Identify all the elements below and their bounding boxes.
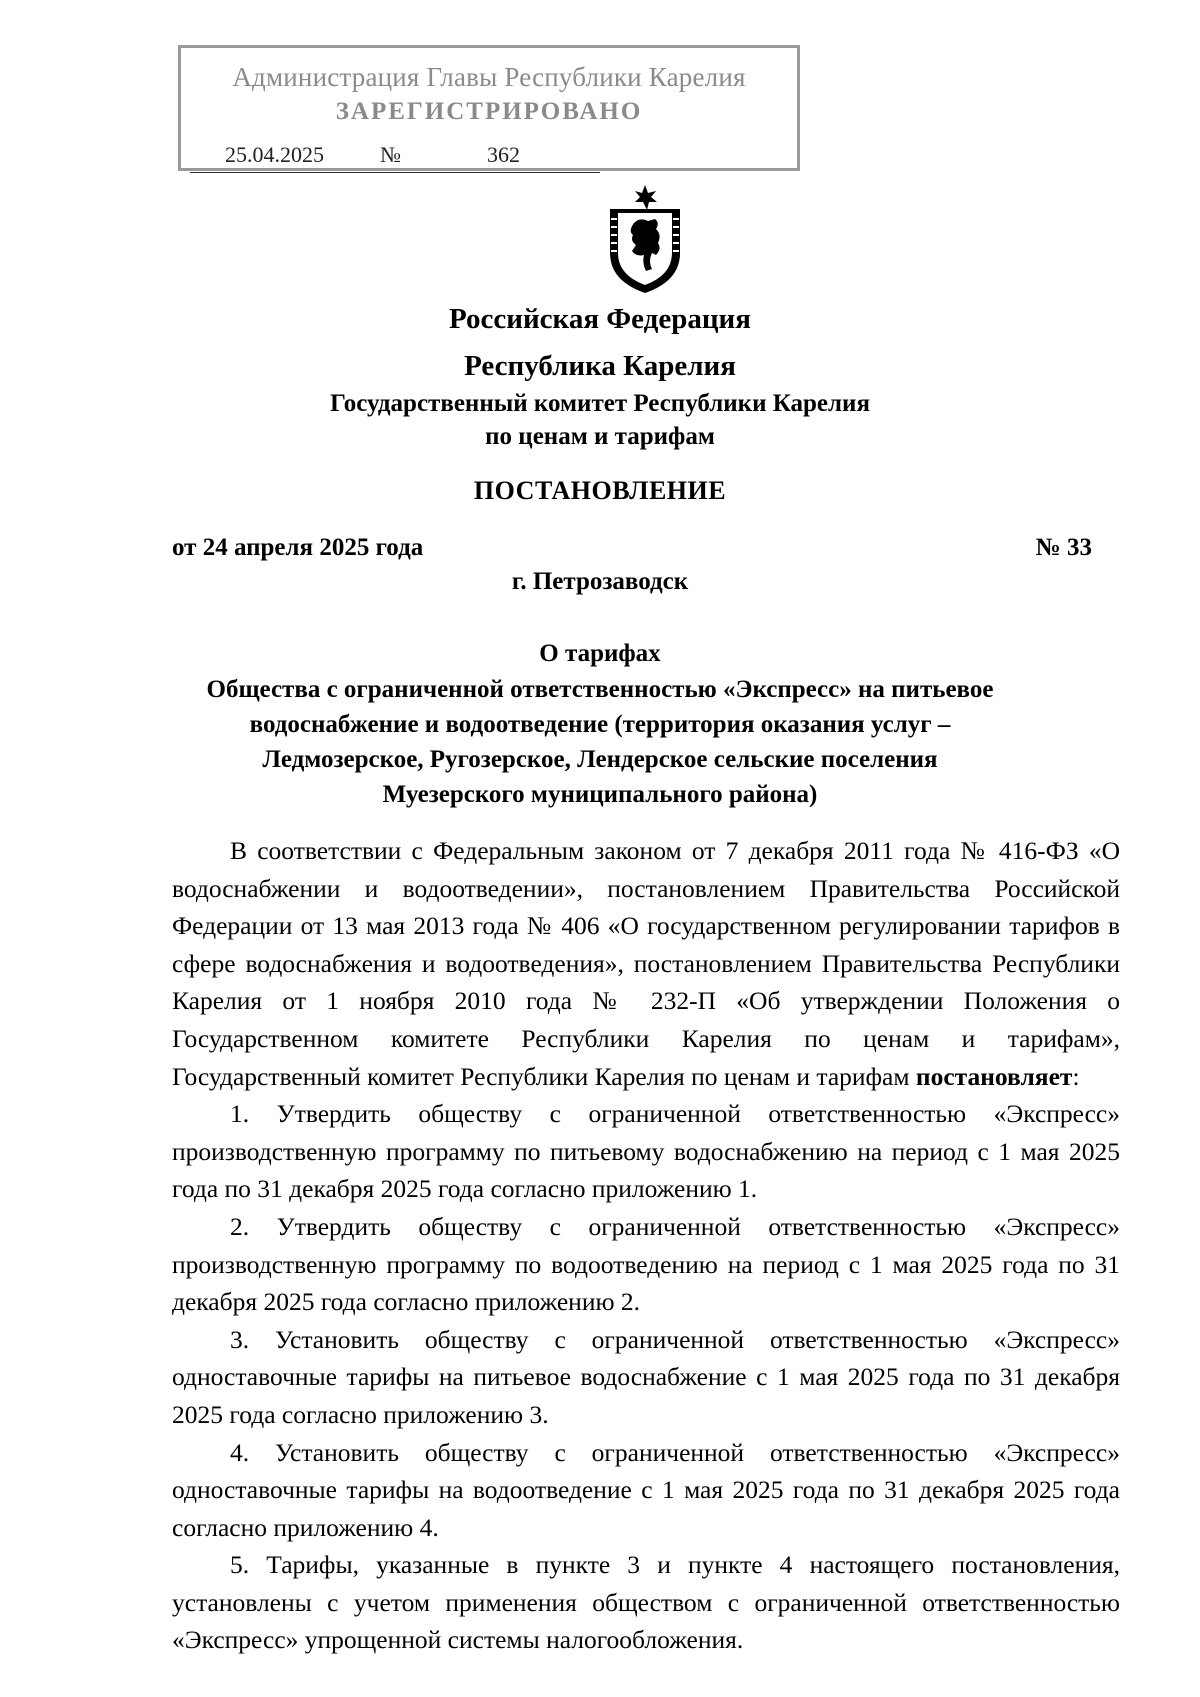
item-paragraph: 5. Тарифы, указанные в пункте 3 и пункте 4 настоящего постановления, установлены с учетом применения обществом с ограниченной ответственностью «Экспресс» упрощенной системы налогообложения. (172, 1550, 1120, 1655)
subject-line: водоснабжение и водоотведение (территория оказания услуг – (249, 711, 951, 738)
item-paragraph: 4. Установить обществу с ограниченной ответственностью «Экспресс» одноставочные тарифы на водоотведение с 1 мая 2025 года по 31 декабря 2025 года согласно приложению 4. (172, 1437, 1120, 1542)
subject-title: О тарифах (539, 640, 661, 667)
coat-of-arms-icon (600, 183, 690, 295)
preamble-tail: : (1072, 1061, 1080, 1091)
header-committee-line2: по ценам и тарифам (485, 423, 715, 450)
preamble-paragraph (172, 832, 1120, 1095)
preamble-text: В соответствии с Федеральным законом от 7 декабря 2011 года № 416-ФЗ «О водоснабжении и водоотведении», постановлением Правительства Российской Федерации от 13 мая 2013 года № 406 «О государственном регулировании тарифов в сфере водоснабжения и водоотведения», постановлением Правительства Республики Карелия от 1 ноября 2010 года № 232-П «Об утверждении Положения о Государственном комитете Республики Карелия по ценам и тарифам», Государственный комитет Республики Карелия по ценам и тарифам (172, 836, 1120, 1091)
document-city: г. Петрозаводск (511, 568, 689, 595)
stamp-status: ЗАРЕГИСТРИРОВАНО (335, 98, 643, 125)
header-republic: Республика Карелия (464, 350, 736, 382)
header-committee-line1: Государственный комитет Республики Карелия (330, 390, 870, 417)
stamp-number: 362 (487, 142, 520, 167)
subject-line: Общества с ограниченной ответственностью «Экспресс» на питьевое (206, 676, 994, 703)
document-number: № 33 (1035, 534, 1092, 561)
stamp-organization: Администрация Главы Республики Карелия (232, 62, 746, 92)
stamp-date: 25.04.2025 (225, 142, 324, 167)
item-paragraph: 2. Утвердить обществу с ограниченной ответственностью «Экспресс» производственную программу по водоотведению на период с 1 мая 2025 года по 31 декабря 2025 года согласно приложению 2. (172, 1211, 1120, 1317)
document-date: от 24 апреля 2025 года (172, 534, 424, 561)
subject-line: Муезерского муниципального района) (382, 781, 818, 808)
item-paragraph: 3. Установить обществу с ограниченной ответственностью «Экспресс» одноставочные тарифы на питьевое водоснабжение с 1 мая 2025 года по 31 декабря 2025 года согласно приложению 3. (172, 1324, 1120, 1429)
header-federation: Российская Федерация (449, 303, 751, 335)
preamble-emphasis: постановляет (915, 1061, 1073, 1091)
stamp-number-sign: № (380, 142, 401, 167)
subject-line: Ледмозерское, Ругозерское, Лендерское сельские поселения (262, 746, 938, 773)
item-paragraph: 1. Утвердить обществу с ограниченной ответственностью «Экспресс» производственную программу по питьевому водоснабжению на период с 1 мая 2025 года по 31 декабря 2025 года согласно приложению 1. (172, 1099, 1120, 1204)
document-body (172, 832, 1120, 1659)
document-type: ПОСТАНОВЛЕНИЕ (473, 476, 727, 505)
